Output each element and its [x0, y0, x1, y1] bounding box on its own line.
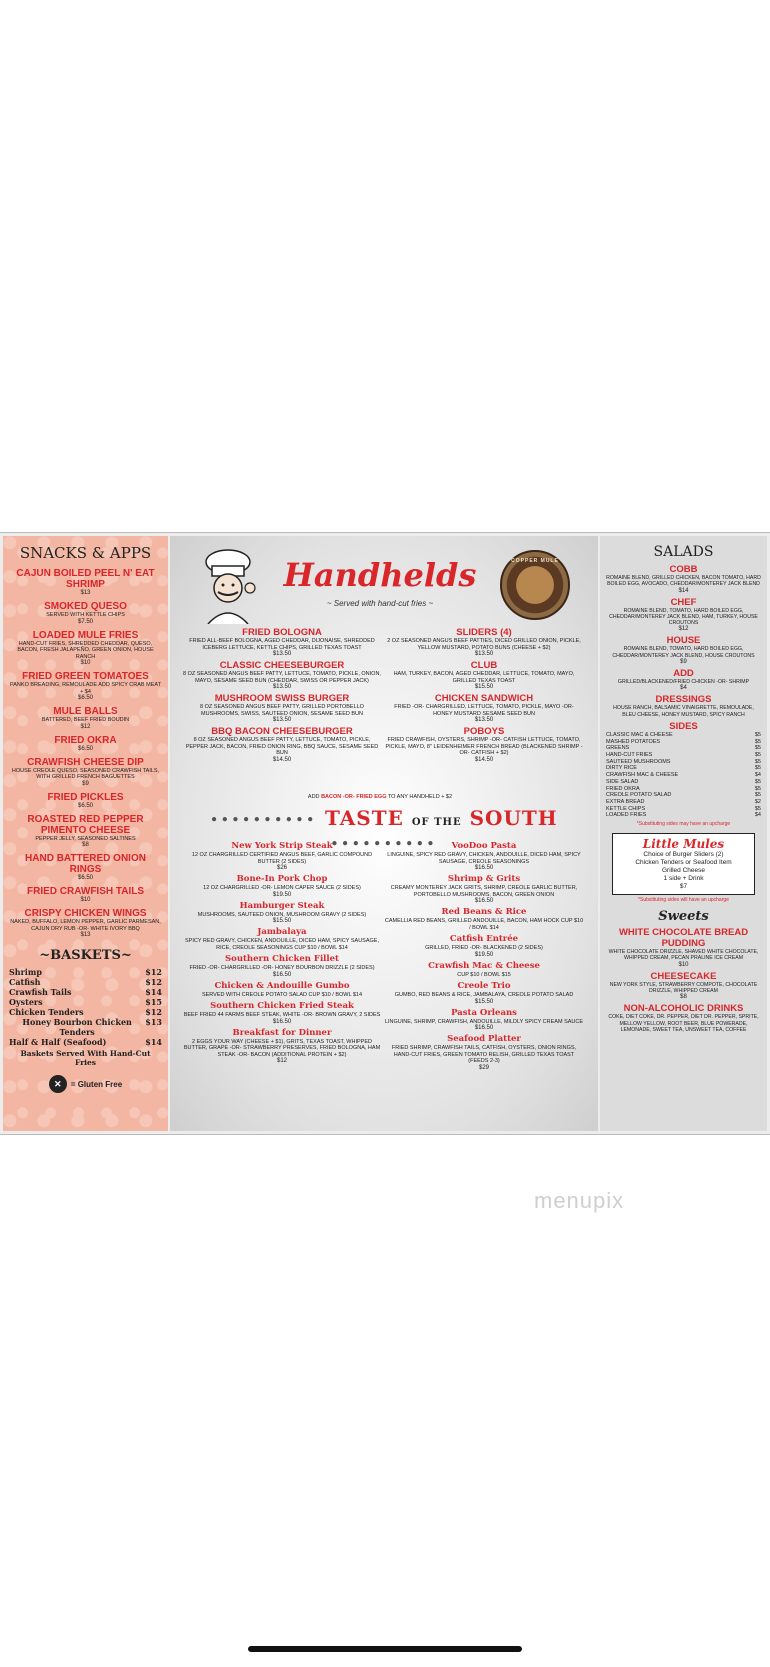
item-price: $6.50 — [77, 745, 93, 752]
item-name: FRIED CRAWFISH TAILS — [26, 886, 145, 897]
handhelds-title: Handhelds — [283, 556, 477, 594]
item-price: $16.50 — [272, 1018, 292, 1025]
logo-text: COPPER MULE — [511, 558, 559, 564]
basket-name: Honey Bourbon Chicken Tenders — [22, 1017, 132, 1037]
basket-price: $12 — [145, 967, 162, 977]
item-name: CLASSIC CHEESEBURGER — [219, 660, 345, 671]
item-name: CHEF — [670, 596, 697, 608]
sides-list — [606, 732, 761, 819]
side-name: LOADED FRIES — [606, 812, 647, 819]
item-price: $4 — [680, 685, 687, 692]
item-price: $14.50 — [272, 756, 292, 763]
item-name: LOADED MULE FRIES — [32, 629, 139, 641]
item-name: MUSHROOM SWISS BURGER — [214, 693, 350, 704]
side-price: $5 — [754, 752, 761, 759]
menu-item — [9, 671, 162, 701]
item-name: SLIDERS (4) — [456, 627, 512, 638]
item-price: $16.50 — [474, 898, 494, 904]
side-row — [606, 752, 761, 759]
item-name: VooDoo Pasta — [451, 841, 517, 851]
kids-line: Chicken Tenders or Seafood Item — [635, 859, 732, 867]
item-description: FRIED CRAWFISH, OYSTERS, SHRIMP -OR- CATFISH LETTUCE, TOMATO, PICKLE, MAYO, 8" LEIDENHEIMER FRENCH BREAD (BLACKENED SHRIMP -OR- CATFISH + $2) — [385, 737, 583, 756]
menu-item — [606, 694, 761, 718]
snacks-title: SNACKS & APPS — [19, 544, 152, 562]
item-price: $13.50 — [272, 717, 292, 723]
side-price: $4 — [754, 812, 761, 819]
item-description: FRIED SHRIMP, CRAWFISH TAILS, CATFISH, OYSTERS, ONION RINGS, HAND-CUT FRIES, GREEN TOMATO RELISH, GRILLED TEXAS TOAST (FEEDS 2-3) — [391, 1045, 577, 1064]
menu-item — [9, 757, 162, 787]
item-price: $12 — [678, 626, 689, 633]
gluten-free-legend — [9, 1075, 162, 1093]
item-price: $15.50 — [272, 918, 292, 924]
item-price: $6.50 — [77, 695, 93, 701]
item-name: COBB — [669, 564, 698, 575]
item-description: FRIED ALL-BEEF BOLOGNA, AGED CHEDDAR, DIJONAISE, SHREDDED ICEBERG LETTUCE, KETTLE CHIPS, GRILLED TEXAS TOAST — [189, 638, 375, 651]
item-description: HAND-CUT FRIES, SHREDDED CHEDDAR, QUESO, BACON, FRESH JALAPEÑO, GREEN ONION, HOUSE RANCH — [17, 640, 154, 660]
snacks-panel — [3, 536, 168, 1131]
item-name: CRAWFISH CHEESE DIP — [27, 756, 144, 768]
item-description: GRILLED, FRIED -OR- BLACKENED (2 SIDES) — [425, 945, 543, 951]
sides-note: *Substituting sides may have an upcharge — [636, 821, 731, 828]
side-row — [606, 765, 761, 772]
side-name: MASHED POTATOES — [606, 738, 661, 745]
item-price: $16.50 — [474, 1025, 494, 1031]
menu-item — [606, 927, 761, 968]
sweets-list — [606, 927, 761, 1033]
item-description: PEPPER JELLY, SEASONED SALTINES — [35, 835, 136, 842]
kids-line: 1 side + Drink — [663, 875, 704, 883]
item-name: Southern Chicken Fried Steak — [210, 1001, 354, 1011]
item-price: $14.50 — [474, 756, 494, 763]
basket-row — [9, 987, 162, 997]
item-description: ROMAINE BLEND, GRILLED CHICKEN, BACON TOMATO, HARD BOILED EGG, AVOCADO, CHEDDAR/MONTEREY JACK BLEND — [606, 575, 761, 588]
side-name: CRAWFISH MAC & CHEESE — [606, 772, 679, 779]
home-indicator[interactable] — [248, 1646, 522, 1652]
item-price: $9 — [680, 659, 687, 666]
item-name: CAJUN BOILED PEEL N' EAT SHRIMP — [16, 568, 155, 590]
item-name: CLUB — [470, 660, 498, 671]
item-price: $29 — [478, 1064, 489, 1071]
side-name: DIRTY RICE — [606, 765, 637, 772]
side-name: CREOLE POTATO SALAD — [606, 792, 672, 799]
copper-mule-logo — [500, 550, 570, 620]
kids-line: $7 — [679, 883, 688, 891]
menu-item — [384, 907, 584, 931]
kids-box — [612, 833, 755, 895]
addon-suffix: TO ANY HANDHELD + $2 — [387, 794, 453, 800]
item-name: ROASTED RED PEPPER PIMENTO CHEESE — [27, 813, 144, 836]
item-price: $9 — [82, 780, 89, 787]
menu-item — [182, 954, 382, 978]
item-price: $13.50 — [474, 651, 494, 657]
menu-item — [384, 841, 584, 871]
item-price: $13.50 — [272, 684, 292, 690]
item-price: $7.50 — [77, 618, 93, 625]
item-description: GUMBO, RED BEANS & RICE, JAMBALAYA, CREOLE POTATO SALAD — [394, 992, 574, 998]
menu-item — [384, 874, 584, 904]
kids-note: *Substituting sides will have an upcharge — [638, 897, 729, 904]
item-name: Hamburger Steak — [239, 900, 325, 911]
item-price: $19.50 — [272, 891, 292, 898]
item-name: NON-ALCOHOLIC DRINKS — [623, 1003, 744, 1015]
handhelds-right-column — [384, 624, 584, 763]
item-name: Seafood Platter — [447, 1034, 521, 1044]
main-panel — [170, 536, 598, 1131]
salads-list — [606, 564, 761, 718]
menu-item — [384, 627, 584, 657]
snacks-list — [9, 568, 162, 938]
item-price: $13 — [80, 932, 91, 938]
item-price: $12 — [276, 1058, 287, 1064]
item-description: SPICY RED GRAVY, CHICKEN, ANDOUILLE, DICED HAM, SPICY SAUSAGE, RICE, CREOLE SEASONINGS CUP $10 / BOWL $14 — [185, 938, 379, 951]
side-row — [606, 739, 761, 746]
item-name: Crawfish Mac & Cheese — [428, 960, 540, 971]
basket-name: Catfish — [9, 977, 41, 987]
item-description: FRIED -OR- CHARGRILLED, LETTUCE, TOMATO, PICKLE, MAYO -OR- HONEY MUSTARD SESAME SEED BUN — [394, 704, 574, 717]
item-description: HOUSE RANCH, BALSAMIC VINAIGRETTE, REMOULADE, BLEU CHEESE, HONEY MUSTARD, SPICY RANCH — [613, 705, 754, 718]
item-name: New York Strip Steak — [231, 841, 333, 851]
side-price: $5 — [754, 758, 761, 765]
basket-row — [9, 997, 162, 1007]
side-row — [606, 806, 761, 813]
sides-title: SIDES — [669, 720, 698, 732]
dots-left: •••••••••• — [210, 812, 317, 827]
item-price: $10 — [80, 897, 91, 903]
item-name: CRISPY CHICKEN WINGS — [24, 908, 147, 919]
item-name: FRIED GREEN TOMATOES — [22, 671, 149, 682]
item-description: 8 OZ SEASONED ANGUS BEEF PATTY, LETTUCE, TOMATO, PICKLE, PEPPER JACK, BACON, FRIED ONION RING, BBQ SAUCE, SESAME SEED BUN — [185, 737, 379, 756]
menu-item — [9, 853, 162, 881]
menu-item — [384, 1034, 584, 1071]
item-description: 12 OZ CHARGRILLED -OR- LEMON CAPER SAUCE (2 SIDES) — [203, 885, 361, 891]
south-word: SOUTH — [469, 806, 558, 830]
item-price: $16.50 — [272, 971, 292, 978]
menu-item — [182, 726, 382, 763]
item-name: FRIED PICKLES — [47, 791, 124, 803]
menu-item — [182, 901, 382, 925]
item-name: CHICKEN SANDWICH — [434, 693, 534, 704]
item-name: Creole Trio — [457, 981, 511, 991]
item-price: $10 — [80, 660, 91, 666]
addon-prefix: ADD — [307, 794, 320, 800]
item-description: HOUSE CREOLE QUESO, SEASONED CRAWFISH TAILS, WITH GRILLED FRENCH BAGUETTES — [11, 767, 160, 780]
menu-item — [182, 927, 382, 951]
item-description: WHITE CHOCOLATE DRIZZLE, SHAVED WHITE CHOCOLATE, WHIPPED CREAM, PECAN PRALINE ICE CREAM — [608, 949, 759, 962]
item-description: COKE, DIET COKE, DR. PEPPER, DIET DR. PEPPER, SPRITE, MELLOW YELLOW, ROOT BEER, BLUE POWERADE, LEMONADE, SWEET TEA, UNSWEET TEA, COFFEE — [608, 1014, 759, 1033]
side-price: $5 — [754, 738, 761, 745]
item-description: GRILLED/BLACKENED/FRIED CHICKEN -OR- SHRIMP — [617, 679, 750, 686]
item-description: BATTERED, BEEF FRIED BOUDIN — [41, 717, 130, 723]
baskets-title: ~BASKETS~ — [39, 948, 132, 963]
item-name: CHEESECAKE — [650, 970, 717, 982]
item-description: MUSHROOMS, SAUTEED ONION, MUSHROOM GRAVY (2 SIDES) — [197, 911, 367, 918]
item-name: POBOYS — [463, 726, 505, 737]
item-description: LINGUINE, SPICY RED GRAVY, CHICKEN, ANDOUILLE, DICED HAM, SPICY SAUSAGE, CREOLE SEASONINGS — [387, 852, 581, 865]
addon-bold: BACON -OR- FRIED EGG — [321, 794, 387, 800]
item-price: $13.50 — [272, 651, 292, 657]
handhelds-left-column — [182, 624, 382, 763]
item-name: BBQ BACON CHEESEBURGER — [211, 726, 353, 737]
side-row — [606, 799, 761, 806]
item-name: Jambalaya — [257, 927, 307, 937]
basket-price: $13 — [145, 1017, 162, 1027]
menu-item — [606, 564, 761, 594]
basket-name: Half & Half (Seafood) — [9, 1037, 107, 1047]
menu-item — [182, 1028, 382, 1065]
menu-item — [9, 814, 162, 849]
menu-item — [384, 726, 584, 763]
side-price: $5 — [754, 765, 761, 772]
menu-item — [606, 597, 761, 633]
item-name: Breakfast for Dinner — [232, 1027, 332, 1038]
basket-row — [9, 977, 162, 987]
side-row — [606, 786, 761, 793]
item-description: LINGUINE, SHRIMP, CRAWFISH, ANDOUILLE, MILDLY SPICY CREAM SAUCE — [384, 1018, 584, 1025]
side-row — [606, 772, 761, 779]
item-name: Catfish Entrée — [449, 934, 519, 944]
menu-item — [182, 627, 382, 657]
item-name: FRIED BOLOGNA — [242, 627, 322, 638]
item-name: Chicken & Andouille Gumbo — [214, 980, 350, 991]
side-price: $5 — [754, 805, 761, 812]
menu-spread — [0, 532, 770, 1135]
item-price: $12 — [80, 723, 91, 730]
item-description: BEEF FRIED 44 FARMS BEEF STEAK, WHITE -OR- BROWN GRAVY, 2 SIDES — [183, 1012, 381, 1018]
item-description: 2 OZ SEASONED ANGUS BEEF PATTIES, DICED GRILLED ONION, PICKLE, YELLOW MUSTARD, POTATO BUNS (CHEESE + $2) — [387, 638, 581, 651]
basket-price: $12 — [145, 1007, 162, 1017]
side-price: $4 — [754, 772, 761, 779]
side-price: $5 — [754, 792, 761, 799]
menu-item — [182, 660, 382, 690]
south-left-column — [182, 838, 382, 1064]
item-name: FRIED OKRA — [54, 734, 117, 746]
basket-price: $14 — [145, 1037, 162, 1047]
item-name: Red Beans & Rice — [441, 907, 527, 917]
side-row — [606, 792, 761, 799]
basket-row — [9, 967, 162, 977]
menu-item — [606, 971, 761, 1001]
item-description: FRIED -OR- CHARGRILLED -OR- HONEY BOURBON DRIZZLE (2 SIDES) — [189, 965, 375, 971]
side-price: $5 — [754, 778, 761, 785]
basket-row — [9, 1007, 162, 1017]
item-price: $26 — [276, 865, 287, 871]
side-name: SAUTEED MUSHROOMS — [606, 758, 671, 765]
basket-row — [9, 1037, 162, 1047]
side-row — [606, 812, 761, 819]
south-right-column — [384, 838, 584, 1071]
dots-right: •••••••••• — [330, 836, 438, 851]
item-price: $6.50 — [77, 802, 93, 809]
kids-line: Grilled Cheese — [662, 867, 705, 875]
handhelds-subtitle: ~ Served with hand-cut fries ~ — [326, 599, 434, 608]
basket-name: Oysters — [9, 997, 43, 1007]
item-name: SMOKED QUESO — [44, 601, 127, 612]
basket-price: $15 — [145, 997, 162, 1007]
item-description: HAM, TURKEY, BACON, AGED CHEDDAR, LETTUCE, TOMATO, MAYO, GRILLED TEXAS TOAST — [393, 671, 575, 684]
item-description: 8 OZ SEASONED ANGUS BEEF PATTY, LETTUCE, TOMATO, PICKLE, ONION, MAYO, SESAME SEED BUN (CHEDDAR, SWISS OR PEPPER JACK) — [183, 671, 381, 684]
item-description: CUP $10 / BOWL $15 — [457, 971, 511, 978]
item-price: $14 — [678, 587, 689, 594]
side-price: $5 — [754, 785, 761, 792]
basket-name: Shrimp — [9, 967, 42, 977]
item-description: 8 OZ SEASONED ANGUS BEEF PATTY, GRILLED PORTOBELLO MUSHROOMS, SWISS, SAUTEED ONION, SESAME SEED BUN — [200, 704, 364, 717]
menu-item — [384, 981, 584, 1005]
basket-price: $12 — [145, 977, 162, 987]
side-price: $5 — [754, 745, 761, 752]
item-price: $16.50 — [474, 865, 494, 871]
kids-lines — [615, 851, 752, 891]
item-description: ROMAINE BLEND, TOMATO, HARD BOILED EGG, CHEDDAR/MONTEREY JACK BLEND, HAM, TURKEY, HOUSE CROUTONS — [609, 607, 758, 627]
item-description: 12 OZ CHARGRILLED CERTIFIED ANGUS BEEF, GARLIC COMPOUND BUTTER (2 SIDES) — [191, 852, 373, 865]
side-name: KETTLE CHIPS — [606, 805, 646, 812]
item-name: Shrimp & Grits — [447, 874, 521, 884]
side-name: SIDE SALAD — [606, 778, 639, 785]
item-description: NAKED, BUFFALO, LEMON PEPPER, GARLIC PARMESAN, CAJUN DRY RUB -OR- WHITE IVORY BBQ — [10, 919, 161, 932]
side-row — [606, 759, 761, 766]
menu-item — [182, 981, 382, 999]
basket-price: $14 — [145, 987, 162, 997]
salads-title: SALADS — [653, 544, 714, 560]
item-name: WHITE CHOCOLATE BREAD PUDDING — [618, 927, 749, 950]
menu-item — [9, 601, 162, 625]
menu-item — [182, 841, 382, 871]
kids-title: Little Mules — [642, 837, 725, 852]
chef-icon — [198, 548, 262, 624]
taste-word: TASTE — [324, 806, 404, 830]
item-price: $15.50 — [474, 684, 494, 690]
basket-name: Chicken Tenders — [9, 1007, 84, 1017]
addon-note — [230, 794, 530, 800]
kids-line: Choice of Burger Sliders (2) — [643, 851, 724, 859]
item-price: $19.50 — [474, 951, 494, 958]
menu-item — [9, 568, 162, 596]
menu-item — [9, 908, 162, 938]
item-description: NEW YORK STYLE, STRAWBERRY COMPOTE, CHOCOLATE DRIZZLE, WHIPPED CREAM — [609, 981, 758, 994]
item-price: $8 — [680, 994, 687, 1001]
side-name: CLASSIC MAC & CHEESE — [606, 731, 673, 738]
sweets-title: Sweets — [658, 909, 709, 925]
menu-item — [9, 706, 162, 730]
side-row — [606, 732, 761, 739]
gluten-free-label: = Gluten Free — [70, 1079, 123, 1089]
item-price: $15.50 — [474, 998, 494, 1005]
item-price: $10 — [678, 961, 689, 968]
menu-item — [182, 874, 382, 898]
basket-name: Crawfish Tails — [9, 987, 72, 997]
side-name: GREENS — [606, 745, 630, 752]
menu-item — [9, 792, 162, 809]
menu-item — [606, 668, 761, 691]
menu-item — [9, 630, 162, 667]
item-description: ROMAINE BLEND, TOMATO, HARD BOILED EGG, CHEDDAR/MONTEREY JACK BLEND, HOUSE CROUTONS — [612, 646, 755, 659]
menu-item — [384, 934, 584, 958]
item-name: Southern Chicken Fillet — [225, 954, 339, 964]
menu-item — [384, 961, 584, 979]
basket-row — [9, 1017, 162, 1037]
item-description: SERVED WITH CREOLE POTATO SALAD CUP $10 / BOWL $14 — [201, 991, 363, 998]
item-name: DRESSINGS — [655, 694, 712, 706]
menu-item — [606, 635, 761, 665]
item-description: CREAMY MONTEREY JACK GRITS, SHRIMP, CREOLE GARLIC BUTTER, PORTOBELLO MUSHROOMS, BACON, GREEN ONION — [390, 885, 578, 898]
item-price: $13 — [80, 590, 91, 596]
item-name: HAND BATTERED ONION RINGS — [25, 853, 146, 875]
menu-item — [384, 1008, 584, 1032]
item-description: SERVED WITH KETTLE CHIPS — [46, 612, 125, 618]
item-name: Pasta Orleans — [451, 1007, 517, 1018]
side-name: HAND-CUT FRIES — [606, 752, 653, 759]
side-row — [606, 745, 761, 752]
of-the-word: OF THE — [411, 817, 462, 828]
wheat-icon: ✕ — [49, 1075, 67, 1093]
item-name: ADD — [673, 668, 694, 680]
menu-item — [9, 735, 162, 752]
side-price: $2 — [754, 799, 761, 805]
salads-panel — [600, 536, 767, 1131]
item-name: Bone-In Pork Chop — [236, 874, 328, 884]
item-price: $8 — [82, 842, 89, 848]
item-description: PANKO BREADING, REMOULADE ADD SPICY CRAB MEAT + $4 — [10, 682, 161, 695]
item-description: CAMELLIA RED BEANS, GRILLED ANDOUILLE, BACON, HAM HOCK CUP $10 / BOWL $14 — [384, 918, 584, 931]
menupix-watermark: menupix — [534, 1188, 625, 1213]
side-row — [606, 779, 761, 786]
item-price: $13.50 — [474, 717, 494, 723]
menu-item — [384, 660, 584, 690]
side-name: EXTRA BREAD — [606, 799, 645, 805]
item-name: MULE BALLS — [53, 706, 118, 717]
menu-item — [182, 1001, 382, 1025]
menu-item — [606, 1003, 761, 1033]
item-name: HOUSE — [666, 635, 701, 647]
menu-item — [182, 693, 382, 723]
item-description: 2 EGGS YOUR WAY (CHEESE + $1), GRITS, TEXAS TOAST, WHIPPED BUTTER, GRAPE -OR- STRAWBERRY PRESERVES, FRIED BOLOGNA, HAM STEAK -OR- BACON (ADDITIONAL PROTEIN + $2) — [183, 1038, 381, 1058]
item-price: $6.50 — [77, 875, 93, 881]
baskets-note: Baskets Served With Hand-Cut Fries — [20, 1049, 151, 1067]
side-name: FRIED OKRA — [606, 785, 640, 792]
menu-item — [384, 693, 584, 723]
side-price: $5 — [754, 731, 761, 738]
menu-item — [9, 886, 162, 903]
baskets-list — [9, 967, 162, 1047]
